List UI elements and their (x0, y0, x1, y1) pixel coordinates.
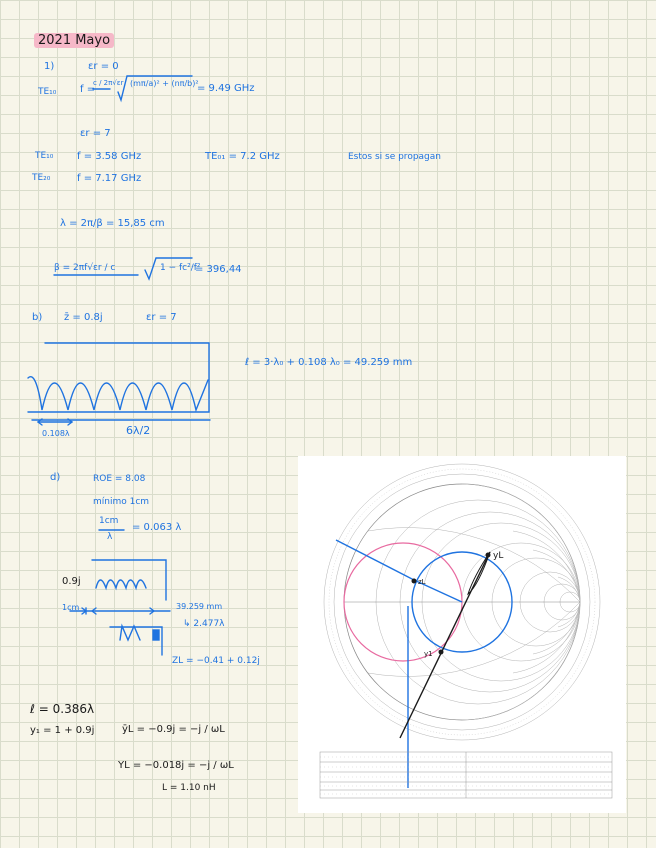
y1-value: y₁ = 1 + 0.9j (30, 725, 95, 736)
impedance-z: z̄ = 0.8j (64, 312, 103, 323)
fraction-denominator: λ (107, 532, 113, 542)
point-zl (412, 579, 417, 584)
mode-te01: TE₀₁ = 7.2 GHz (205, 151, 280, 162)
page-title: 2021 Mayo (34, 34, 114, 47)
section-number: 1) (44, 61, 55, 72)
point-y1 (439, 650, 444, 655)
c-fraction: c / 2π√εr (93, 79, 124, 87)
lambda-label: ↳ 2.477λ (183, 619, 225, 629)
inductance-value: L = 1.10 nH (162, 783, 216, 793)
mode-te10: TE₁₀ (38, 87, 57, 97)
beta-result: = 396,44 (195, 264, 242, 275)
lambda-eq: λ = 2π/β = 15,85 cm (60, 218, 165, 229)
roe-value: ROE = 8.08 (93, 474, 146, 484)
f-result: = 9.49 GHz (197, 83, 255, 94)
smith-chart-card (298, 456, 626, 813)
sqrt-symbol (118, 76, 192, 100)
er-seven: εr = 7 (80, 128, 111, 139)
label-yl: yL (493, 551, 504, 561)
er-b: εr = 7 (146, 312, 177, 323)
section-d-label: d) (50, 472, 61, 483)
load-block (153, 630, 159, 640)
beta-sqrt: 1 − fc²/f² (160, 263, 201, 273)
inductor-symbol (120, 626, 140, 640)
sqrt-symbol-beta (145, 258, 192, 279)
label-zl: zL (418, 578, 426, 586)
point-yl (486, 553, 491, 558)
fraction-numerator: 1cm (99, 516, 119, 526)
er-zero: εr = 0 (88, 61, 119, 72)
smith-chart (298, 456, 626, 813)
length-eq: ℓ = 3·λ₀ + 0.108 λ₀ = 49.259 mm (245, 357, 413, 368)
zl-value: ZL = −0.41 + 0.12j (172, 656, 260, 666)
reactance-label: 0.9j (62, 576, 81, 587)
f-te20: f = 7.17 GHz (77, 173, 142, 184)
mode-te10-b: TE₁₀ (35, 151, 54, 161)
inductor-coil (96, 580, 146, 588)
dim-big: 6λ/2 (126, 424, 151, 437)
standing-wave (28, 377, 208, 410)
cm-label: 1cm (62, 603, 80, 612)
waveguide-outline (28, 343, 209, 412)
sqrt-body: (mπ/a)² + (nπ/b)² (130, 79, 199, 88)
dim-small: 0.108λ (42, 429, 70, 438)
mm-label: 39.259 mm (176, 602, 223, 611)
final-length: ℓ = 0.386λ (30, 702, 95, 716)
f-prefix: f = (80, 84, 96, 95)
beta-prefix: β = 2πf√εr / c (54, 263, 116, 273)
mode-te20: TE₂₀ (32, 173, 51, 183)
f-te10: f = 3.58 GHz (77, 151, 142, 162)
label-y1: y1 (424, 650, 433, 658)
fraction-result: = 0.063 λ (132, 522, 182, 533)
yl-bar: ȳL = −0.9j = −j / ωL (122, 724, 225, 735)
minimo-text: mínimo 1cm (93, 497, 150, 507)
section-b-label: b) (32, 312, 43, 323)
propagation-note: Estos si se propagan (348, 152, 441, 162)
yl-value: YL = −0.018j = −j / ωL (118, 760, 234, 771)
